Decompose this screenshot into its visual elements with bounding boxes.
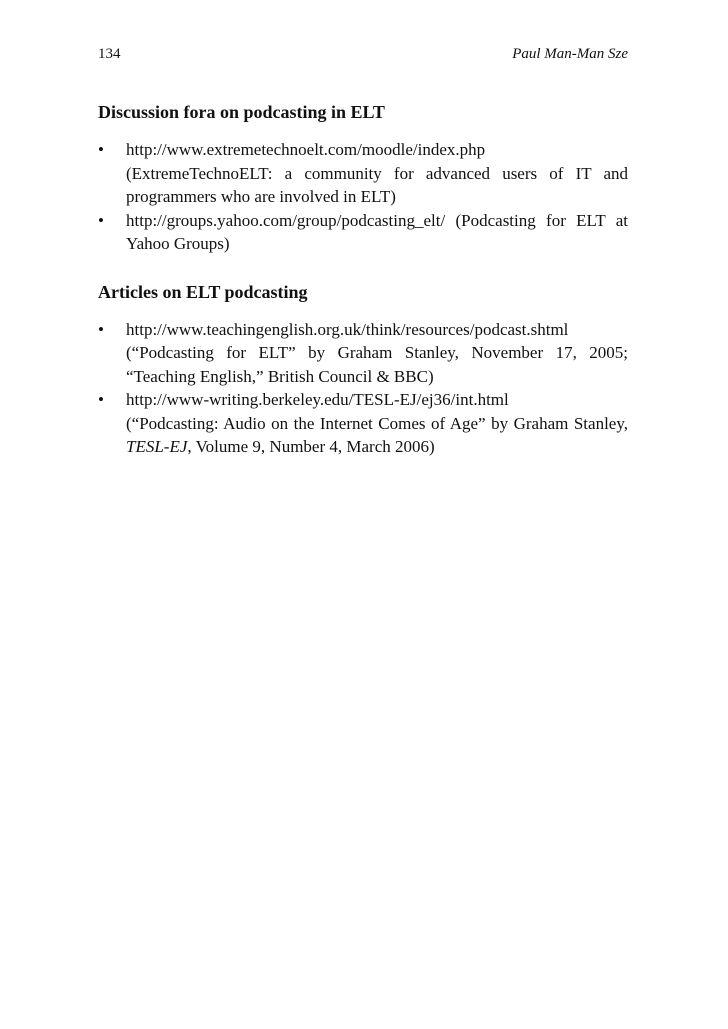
bullet: • [98, 390, 104, 409]
running-header [98, 46, 628, 70]
list-item [98, 388, 628, 459]
reference-url[interactable]: http://www-writing.berkeley.edu/TESL-EJ/ej36/int.html [126, 390, 509, 409]
list-item [98, 318, 628, 389]
section-heading-articles: Articles on ELT podcasting [98, 281, 308, 302]
page-number: 134 [98, 46, 121, 62]
bullet: • [98, 319, 104, 339]
articles-list [98, 318, 628, 459]
reference-note [126, 412, 628, 459]
bullet: • [98, 140, 104, 159]
section-heading-discussion-fora: Discussion fora on podcasting in ELT [98, 102, 385, 122]
reference-note: (Podcasting for ELT at Yahoo Groups) [126, 210, 628, 253]
journal-title: TESL-EJ [126, 437, 188, 456]
reference-note: (“Podcasting for ELT” by Graham Stanley, November 17, 2005; “Teaching English,” British Council & BBC) [126, 343, 628, 386]
document-page [98, 46, 628, 459]
reference-note-text: , Volume 9, Number 4, March 2006) [187, 437, 435, 456]
reference-url[interactable]: http://www.teachingenglish.org.uk/think/resources/podcast.shtml [126, 319, 569, 339]
reference-url[interactable]: http://groups.yahoo.com/group/podcasting_elt/ [126, 210, 446, 230]
reference-url[interactable]: http://www.extremetechnoelt.com/moodle/index.php [126, 140, 486, 159]
discussion-fora-list [98, 138, 628, 256]
bullet: • [98, 210, 104, 230]
reference-note: (ExtremeTechnoELT: a community for advanced users of IT and programmers who are involved in ELT) [126, 163, 628, 206]
list-item [98, 138, 628, 209]
list-item [98, 209, 628, 256]
reference-note-text: (“Podcasting: Audio on the Internet Comes of Age” by Graham Stanley, [126, 413, 628, 433]
running-head-author: Paul Man-Man Sze [512, 46, 628, 62]
